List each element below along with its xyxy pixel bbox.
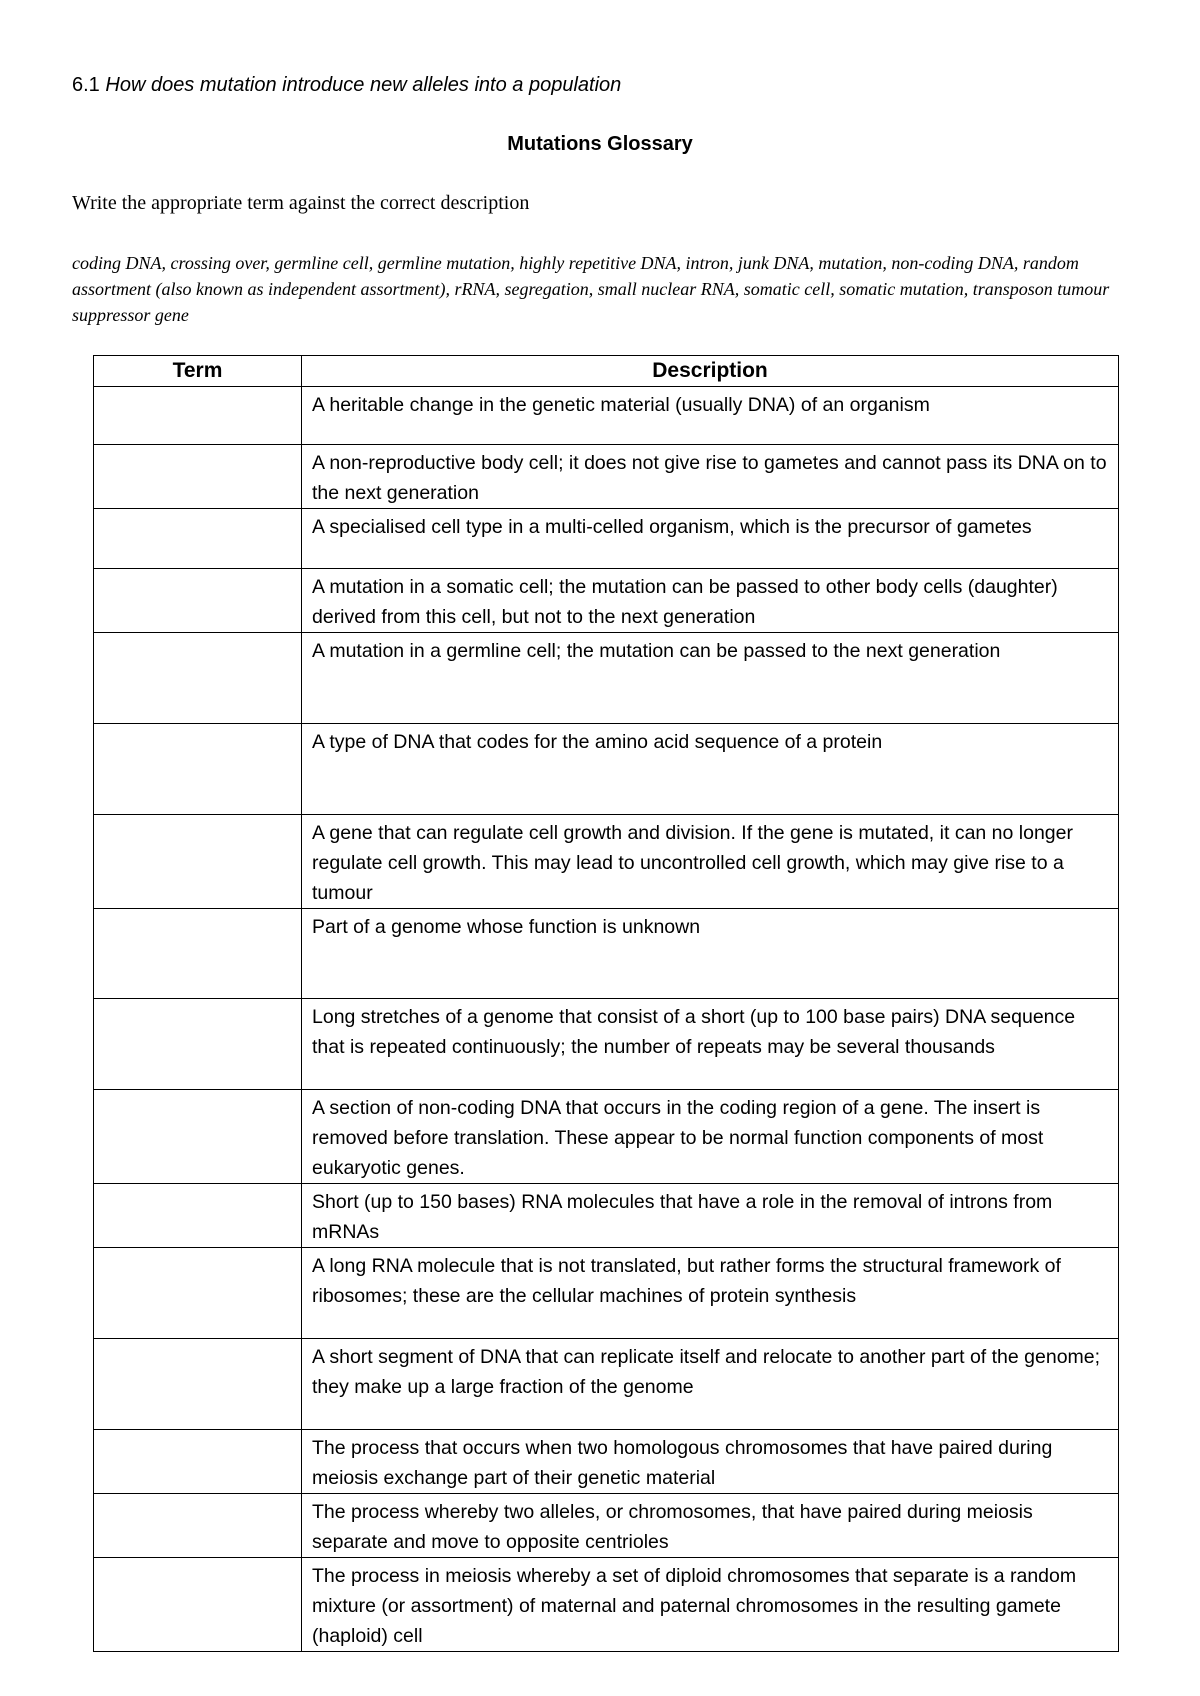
term-answer-cell[interactable]	[94, 1430, 302, 1494]
description-cell: A short segment of DNA that can replicate itself and relocate to another part of the genome; they make up a large fraction of the genome	[302, 1339, 1119, 1430]
term-answer-cell[interactable]	[94, 569, 302, 633]
term-answer-cell[interactable]	[94, 999, 302, 1090]
description-cell: A heritable change in the genetic material (usually DNA) of an organism	[302, 387, 1119, 445]
description-cell: A long RNA molecule that is not translated, but rather forms the structural framework of ribosomes; these are the cellular machines of protein synthesis	[302, 1248, 1119, 1339]
table-row	[94, 633, 1119, 724]
section-number: 6.1	[72, 74, 100, 96]
instruction-text: Write the appropriate term against the correct description	[72, 192, 530, 214]
header-row	[94, 356, 1119, 387]
description-cell: The process in meiosis whereby a set of diploid chromosomes that separate is a random mixture (or assortment) of maternal and paternal chromosomes in the resulting gamete (haploid) cell	[302, 1558, 1119, 1652]
table-row	[94, 1184, 1119, 1248]
section-heading	[72, 74, 621, 97]
table-row	[94, 509, 1119, 569]
table-row	[94, 445, 1119, 509]
term-answer-cell[interactable]	[94, 724, 302, 815]
description-cell: A type of DNA that codes for the amino acid sequence of a protein	[302, 724, 1119, 815]
table-row	[94, 815, 1119, 909]
term-answer-cell[interactable]	[94, 509, 302, 569]
description-cell: A specialised cell type in a multi-celled organism, which is the precursor of gametes	[302, 509, 1119, 569]
term-answer-cell[interactable]	[94, 1558, 302, 1652]
description-cell: Long stretches of a genome that consist of a short (up to 100 base pairs) DNA sequence that is repeated continuously; the number of repeats may be several thousands	[302, 999, 1119, 1090]
table-row	[94, 1090, 1119, 1184]
description-cell: A mutation in a somatic cell; the mutation can be passed to other body cells (daughter) derived from this cell, but not to the next generation	[302, 569, 1119, 633]
table-row	[94, 1339, 1119, 1430]
description-cell: Short (up to 150 bases) RNA molecules that have a role in the removal of introns from mRNAs	[302, 1184, 1119, 1248]
term-answer-cell[interactable]	[94, 909, 302, 999]
term-answer-cell[interactable]	[94, 387, 302, 445]
table-row	[94, 1494, 1119, 1558]
term-answer-cell[interactable]	[94, 815, 302, 909]
page-title: Mutations Glossary	[507, 133, 693, 155]
term-answer-cell[interactable]	[94, 1184, 302, 1248]
description-cell: Part of a genome whose function is unknown	[302, 909, 1119, 999]
description-cell: A gene that can regulate cell growth and division. If the gene is mutated, it can no longer regulate cell growth. This may lead to uncontrolled cell growth, which may give rise to a tumour	[302, 815, 1119, 909]
section-question: How does mutation introduce new alleles into a population	[105, 74, 622, 96]
description-column-header: Description	[302, 356, 1119, 387]
table-row	[94, 1248, 1119, 1339]
description-cell: A mutation in a germline cell; the mutation can be passed to the next generation	[302, 633, 1119, 724]
term-answer-cell[interactable]	[94, 1248, 302, 1339]
term-column-header: Term	[94, 356, 302, 387]
term-answer-cell[interactable]	[94, 633, 302, 724]
term-answer-cell[interactable]	[94, 1090, 302, 1184]
description-cell: A section of non-coding DNA that occurs in the coding region of a gene. The insert is removed before translation. These appear to be normal function components of most eukaryotic genes.	[302, 1090, 1119, 1184]
term-bank: coding DNA, crossing over, germline cell, germline mutation, highly repetitive DNA, intron, junk DNA, mutation, non-coding DNA, random assortment (also known as independent assortment), rRNA, segregation, small nuclear RNA, somatic cell, somatic mutation, transposon tumour suppressor gene	[72, 253, 1110, 325]
table-row	[94, 1558, 1119, 1652]
term-answer-cell[interactable]	[94, 445, 302, 509]
table-row	[94, 1430, 1119, 1494]
term-answer-cell[interactable]	[94, 1339, 302, 1430]
table-row	[94, 999, 1119, 1090]
glossary-table	[93, 355, 1119, 1652]
table-row	[94, 569, 1119, 633]
description-cell: The process that occurs when two homologous chromosomes that have paired during meiosis exchange part of their genetic material	[302, 1430, 1119, 1494]
description-cell: A non-reproductive body cell; it does not give rise to gametes and cannot pass its DNA on to the next generation	[302, 445, 1119, 509]
table-row	[94, 909, 1119, 999]
table-row	[94, 724, 1119, 815]
term-answer-cell[interactable]	[94, 1494, 302, 1558]
description-cell: The process whereby two alleles, or chromosomes, that have paired during meiosis separate and move to opposite centrioles	[302, 1494, 1119, 1558]
table-row	[94, 387, 1119, 445]
